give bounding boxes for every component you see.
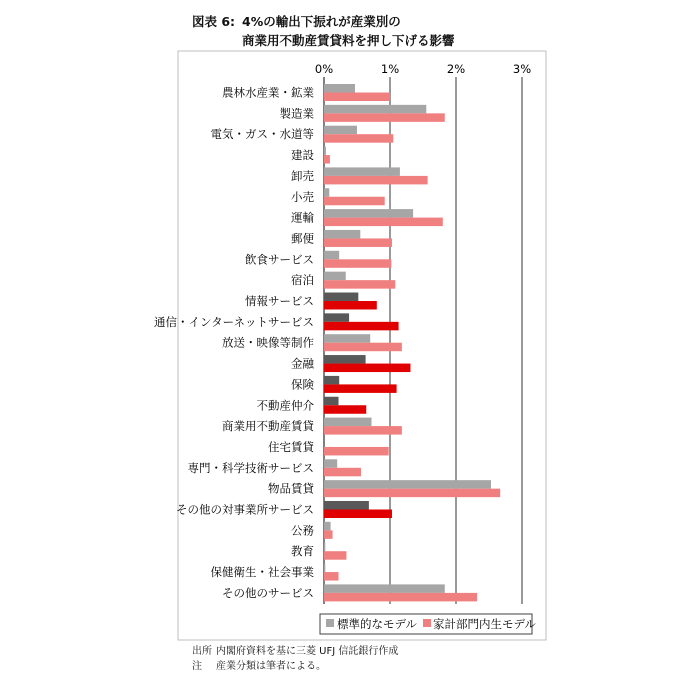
legend-swatch-standard xyxy=(326,619,334,627)
bar-household-model xyxy=(324,259,391,268)
bar-standard-model xyxy=(324,397,339,406)
bar-standard-model xyxy=(324,522,331,531)
bar-standard-model xyxy=(324,584,445,593)
bar-household-model xyxy=(324,405,366,414)
figure-title-line1: 4%の輸出下振れが産業別の xyxy=(242,14,401,29)
category-label: その他の対事業所サービス xyxy=(176,502,314,517)
bars xyxy=(324,84,500,601)
category-label: 金融 xyxy=(291,356,314,371)
bar-household-model xyxy=(324,426,402,435)
category-label: 製造業 xyxy=(279,106,314,121)
notes xyxy=(192,644,398,674)
category-label: 通信・インターネットサービス xyxy=(154,314,314,329)
category-label: 保健衛生・社会事業 xyxy=(210,565,314,580)
bar-standard-model xyxy=(324,334,370,343)
bar-standard-model xyxy=(324,167,400,176)
x-tick-label: 1% xyxy=(380,62,400,76)
legend xyxy=(320,614,536,634)
bar-standard-model xyxy=(324,543,325,552)
bar-standard-model xyxy=(324,84,355,93)
bar-standard-model xyxy=(324,147,326,156)
bar-household-model xyxy=(324,551,346,560)
category-label: 物品賃貸 xyxy=(268,481,314,496)
note-label: 注 xyxy=(192,661,202,672)
bar-household-model xyxy=(324,113,445,122)
category-label: 公務 xyxy=(291,523,314,538)
bar-standard-model xyxy=(324,355,366,364)
bar-household-model xyxy=(324,510,392,519)
bar-household-model xyxy=(324,134,393,143)
x-axis-ticks xyxy=(315,62,531,76)
figure-title-line2: 商業用不動産賃貸料を押し下げる影響 xyxy=(242,33,455,48)
category-label: 専門・科学技術サービス xyxy=(187,460,314,475)
bar-standard-model xyxy=(324,126,357,135)
category-label: 情報サービス xyxy=(245,294,314,308)
category-label: 住宅賃貸 xyxy=(268,439,314,454)
category-label: 商業用不動産賃貸 xyxy=(222,419,314,434)
category-label: 放送・映像等制作 xyxy=(222,335,314,350)
bar-household-model xyxy=(324,489,500,498)
bar-standard-model xyxy=(324,230,360,239)
legend-label-standard: 標準的なモデル xyxy=(337,617,417,631)
note-text: 産業分類は筆者による。 xyxy=(216,661,326,672)
category-label: 小売 xyxy=(291,189,314,204)
bar-standard-model xyxy=(324,293,358,302)
bar-household-model xyxy=(324,280,395,289)
x-tick-label: 2% xyxy=(446,62,466,76)
bar-standard-model xyxy=(324,105,426,114)
bar-household-model xyxy=(324,322,399,331)
bar-household-model xyxy=(324,364,410,373)
category-label: その他のサービス xyxy=(222,585,314,600)
category-label: 運輸 xyxy=(291,210,314,225)
bar-household-model xyxy=(324,218,443,227)
bar-household-model xyxy=(324,176,428,185)
category-label: 建設 xyxy=(291,148,314,163)
bar-household-model xyxy=(324,93,390,102)
bar-household-model xyxy=(324,238,392,247)
bar-standard-model xyxy=(324,376,339,385)
source-label: 出所 xyxy=(192,646,212,657)
bar-household-model xyxy=(324,197,385,206)
bar-household-model xyxy=(324,530,333,539)
bar-standard-model xyxy=(324,418,372,427)
bar-household-model xyxy=(324,593,477,602)
category-label: 不動産仲介 xyxy=(256,398,314,413)
bar-standard-model xyxy=(324,272,346,281)
bar-standard-model xyxy=(324,564,325,573)
x-tick-label: 0% xyxy=(314,62,334,76)
category-label: 教育 xyxy=(291,544,314,559)
bar-standard-model xyxy=(324,209,413,218)
bar-standard-model xyxy=(324,501,369,510)
bar-standard-model xyxy=(324,459,337,468)
bar-standard-model xyxy=(324,313,349,322)
bar-household-model xyxy=(324,301,377,310)
bar-standard-model xyxy=(324,188,329,197)
category-label: 卸売 xyxy=(291,168,314,183)
source-note xyxy=(192,644,398,659)
category-label: 電気・ガス・水道等 xyxy=(210,127,314,142)
bar-household-model xyxy=(324,572,339,581)
legend-label-household: 家計部門内生モデル xyxy=(433,617,536,631)
figure-number: 図表 6: xyxy=(192,14,236,29)
bar-household-model xyxy=(324,343,402,352)
footnote xyxy=(192,659,398,674)
category-label: 飲食サービス xyxy=(245,252,314,267)
bar-household-model xyxy=(324,384,397,393)
category-label: 郵便 xyxy=(291,231,314,246)
category-label: 農林水産業・鉱業 xyxy=(222,85,314,100)
source-text: 内閣府資料を基に三菱 UFJ 信託銀行作成 xyxy=(216,646,399,657)
legend-swatch-household xyxy=(423,619,431,627)
bar-household-model xyxy=(324,447,389,456)
bar-standard-model xyxy=(324,480,491,489)
bar-household-model xyxy=(324,468,361,477)
category-label: 保険 xyxy=(291,377,314,392)
category-label: 宿泊 xyxy=(291,273,314,288)
bar-household-model xyxy=(324,155,330,164)
x-tick-label: 3% xyxy=(512,62,532,76)
bar-standard-model xyxy=(324,251,339,259)
